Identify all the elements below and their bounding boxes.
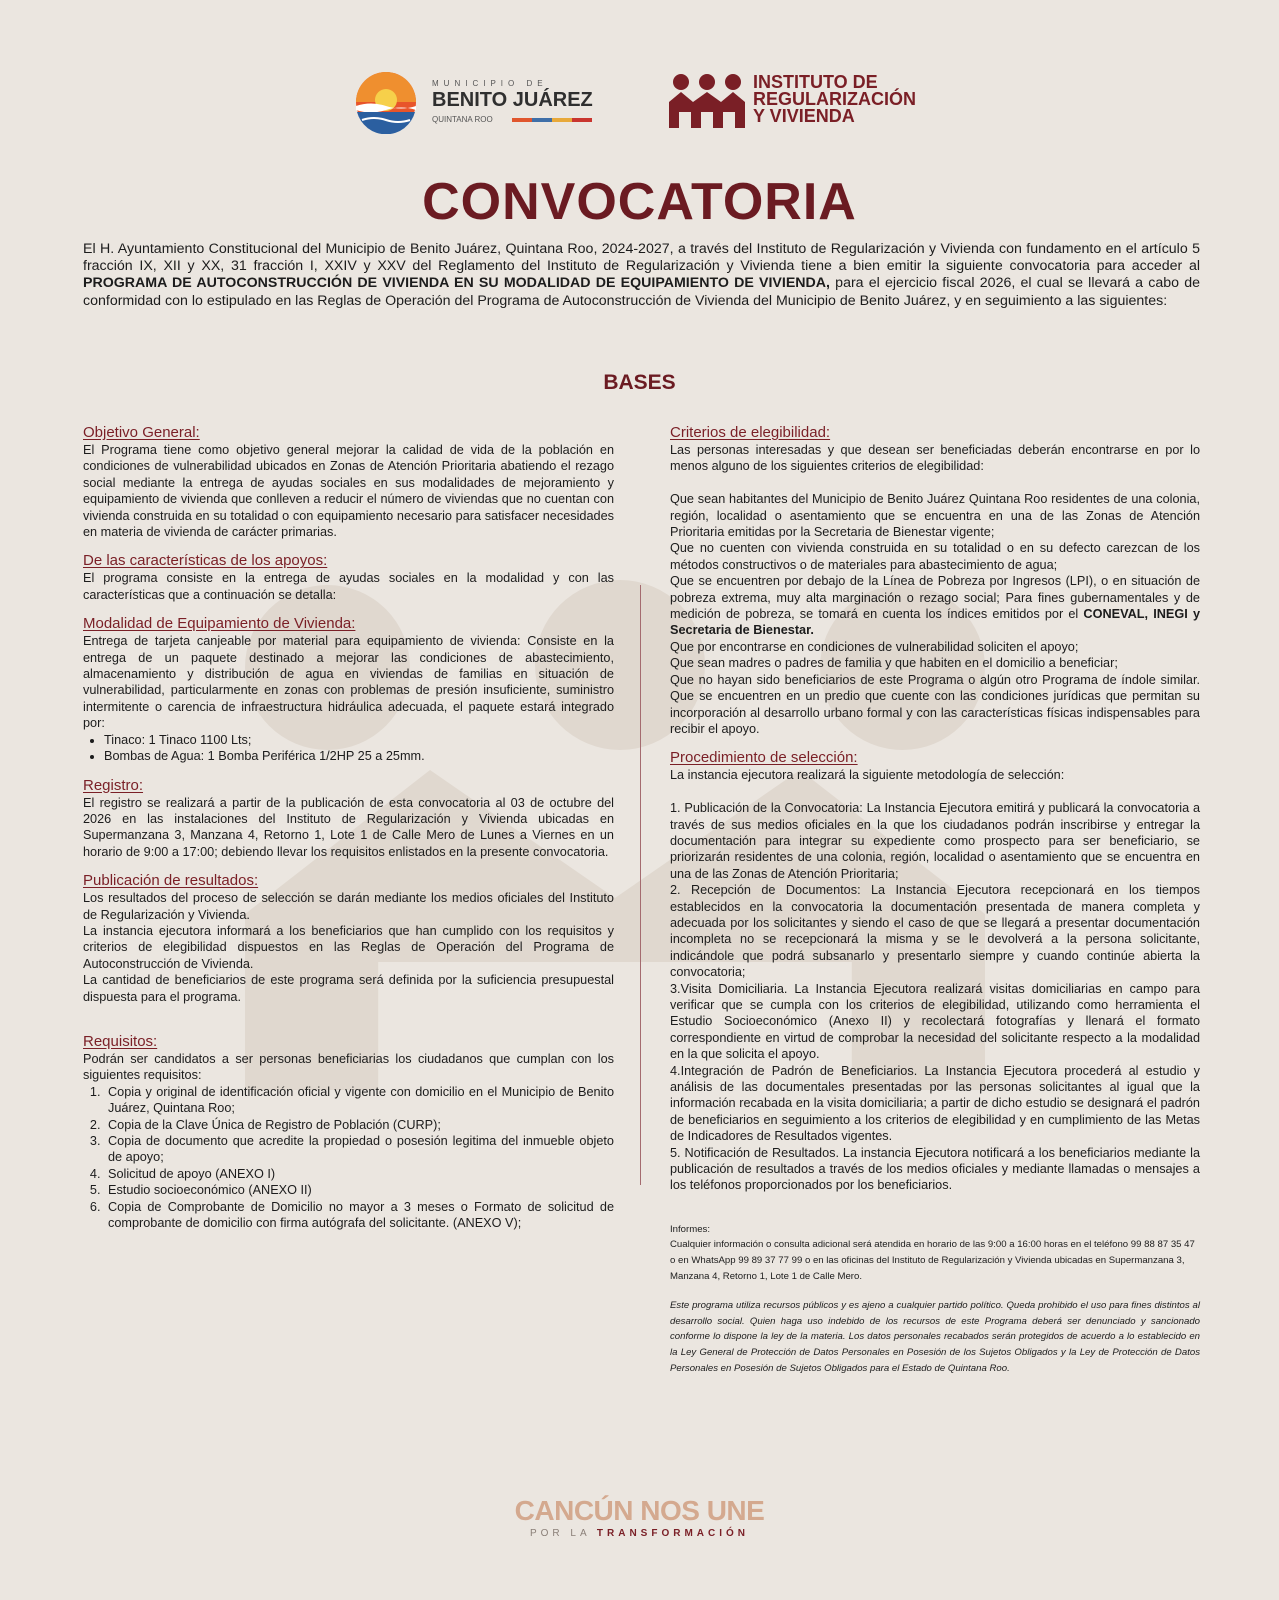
procedure-step: 5. Notificación de Resultados. La instancia Ejecutora notificará a los beneficiarios mediante la publicación de resultados a través de los medios oficiales y mediante llamadas o mensajes a los teléfonos proporcionados por los beneficiarios. bbox=[670, 1145, 1200, 1193]
section-text: El registro se realizará a partir de la publicación de esta convocatoria al 03 de octubre del 2026 en las instalaciones del Instituto de Regularización y Vivienda ubicadas en Supermanzana 3, Manzana 4, Retorno 1, Lote 1 de Calle Mero de Lunes a Viernes en un horario de 9:00 a 17:00; debiendo llevar los requisitos enlistados en la presente convocatoria. bbox=[83, 795, 614, 859]
informes-block bbox=[670, 1222, 1200, 1284]
section-text: El programa consiste en la entrega de ayudas sociales en la modalidad y con las características que a continuación se detalla: bbox=[83, 571, 614, 602]
procedure-step: 3.Visita Domiciliaria. La Instancia Ejecutora realizará visitas domiciliarias en campo para verificar que se cumpla con los criterios de elegibilidad, utilizando como herramienta el Estudio Socioeconómico (Anexo II) y recolectará fotografías y llenará el formato correspondiente en virtud de comprobar la necesidad del solicitante respecto a la modalidad en la que solicita el apoyo. bbox=[670, 981, 1200, 1062]
requisitos-section bbox=[83, 1033, 614, 1231]
color-stripe bbox=[512, 118, 592, 122]
criteria-text: Que se encuentren por debajo de la Línea de Pobreza por Ingresos (LPI), o en situación de pobreza extrema, muy alta marginación o rezago social; Para fines gubernamentales y de medición de pobreza, se tomará en cuenta los índices emitidos por el bbox=[670, 574, 1200, 622]
sun-sea-emblem-icon bbox=[354, 70, 418, 134]
section-text: Podrán ser candidatos a ser personas beneficiarias los ciudadanos que cumplan con los siguientes requisitos: bbox=[83, 1051, 614, 1083]
section-heading: Modalidad de Equipamiento de Vivienda: bbox=[83, 615, 356, 633]
blank-line bbox=[670, 784, 1200, 800]
objetivo-section bbox=[83, 424, 614, 540]
slogan-sub-text: POR LA bbox=[529, 1528, 597, 1539]
program-name: PROGRAMA DE AUTOCONSTRUCCIÓN DE VIVIENDA EN SU MODALIDAD DE EQUIPAMIENTO DE VIVIENDA, bbox=[83, 275, 830, 292]
left-column bbox=[83, 424, 614, 1243]
section-text: Las personas interesadas y que desean ser beneficiadas deberán encontrarse en por lo menos alguno de los siguientes criterios de elegibilidad: bbox=[670, 443, 1200, 474]
procedure-step: 4.Integración de Padrón de Beneficiarios. La Instancia Ejecutora procederá al estudio y análisis de las documentales presentadas por las personas solicitantes al igual que la información recabada en la visita domiciliaria; a partir de dicho estudio se designará el padrón de beneficiarios en seguimiento a los criterios de elegibilidad y en cumplimiento de las Metas de Indicadores de Resultados vigentes. bbox=[670, 1063, 1200, 1144]
section-text: El Programa tiene como objetivo general mejorar la calidad de vida de la población en condiciones de vulnerabilidad ubicados en Zonas de Atención Prioritaria abatiendo el rezago social mediante la entrega de ayudas sociales en sus modalidades de mejoramiento y equipamiento de vivienda que conlleven a reducir el número de viviendas que no cuentan con vivienda construida en su totalidad o con equipamiento necesario para satisfacer necesidades en materia de vivienda de carácter primarias. bbox=[83, 443, 614, 540]
informes-text: Cualquier información o consulta adicional será atendida en horario de las 9:00 a 16:00 horas en el teléfono 99 88 87 35 47 o en WhatsApp 99 89 37 77 99 o en las oficinas del Instituto de Regularización y Vivienda ubicadas en Supermanzana 3, Manzana 4, Retorno 1, Lote 1 de Calle Mero. bbox=[670, 1239, 1195, 1282]
section-text: Los resultados del proceso de selección se darán mediante los medios oficiales del Instituto de Regularización y Vivienda. bbox=[83, 891, 614, 922]
intro-text: para el ejercicio fiscal 2026, el cual se llevará a cabo de conformidad con lo estipulado en las Reglas de Operación del Programa de Autoconstrucción de Vivienda del Municipio de Benito Juárez, y en seguimiento a las siguientes: bbox=[83, 275, 1201, 309]
spacer bbox=[83, 1017, 614, 1033]
caracteristicas-section bbox=[83, 552, 614, 603]
bases-heading: BASES bbox=[603, 371, 676, 394]
publicacion-section bbox=[83, 872, 614, 1005]
slogan: CANCÚN NOS UNE bbox=[514, 1495, 765, 1526]
section-text: La instancia ejecutora realizará la siguiente metodología de selección: bbox=[670, 768, 1065, 783]
criteria-line: Que no cuenten con vivienda construida en su totalidad o en su defecto carezcan de los métodos constructivos o de materiales para abastecimiento de agua; bbox=[670, 541, 1200, 572]
list-item: 5. Estudio socioeconómico (ANEXO II) bbox=[104, 1182, 614, 1198]
quintana-roo-label: QUINTANA ROO bbox=[432, 115, 493, 124]
municipio-label: MUNICIPIO DE bbox=[432, 79, 548, 88]
list-item: • Bombas de Agua: 1 Bomba Periférica 1/2HP 25 a 25mm. bbox=[104, 748, 614, 764]
header bbox=[0, 68, 1279, 138]
slogan-sub-bold: TRANSFORMACIÓN bbox=[596, 1528, 749, 1539]
footer bbox=[0, 1496, 1279, 1539]
registro-section bbox=[83, 777, 614, 861]
criteria-line: Que no hayan sido beneficiarios de este Programa o algún otro Programa de índole similar. Que se encuentren en un predio que cuente con las condiciones jurídicas que permitan su incorporación al desarrollo urbano formal y con las características físicas indispensables para recibir el apoyo. bbox=[670, 672, 1200, 736]
section-text: La cantidad de beneficiarios de este programa será definida por la suficiencia presupuestal dispuesta para el programa. bbox=[83, 973, 614, 1004]
procedure-step: 1. Publicación de la Convocatoria: La Instancia Ejecutora emitirá y publicará la convocatoria a través de sus medios oficiales en la que los ciudadanos podrán inscribirse y entregar la documentación para integrar su expediente como prospecto para ser beneficiario, se priorizarán residentes de una colonia, región, localidad o asentamiento que se encuentra en una de las Zonas de Atención Prioritaria; bbox=[670, 801, 1200, 881]
section-text: Entrega de tarjeta canjeable por material para equipamiento de vivienda: Consiste en la entrega de un paquete destinado a mejorar las condiciones de abastecimiento, almacenamiento y distribución de agua en viviendas de familias en situación de vulnerabilidad, particularmente en zonas con problemas de presión insuficiente, suministro intermitente o carencia de infraestructura hidráulica adecuada, el paquete estará integrado por: bbox=[83, 634, 614, 731]
list-item: • Tinaco: 1 Tinaco 1100 Lts; bbox=[104, 732, 614, 748]
instituto-name bbox=[753, 74, 916, 125]
intro-paragraph bbox=[83, 241, 1200, 310]
section-heading: Registro: bbox=[83, 776, 144, 794]
right-column bbox=[670, 424, 1200, 1376]
list-item: 6. Copia de Comprobante de Domicilio no mayor a 3 meses o Formato de solicitud de comprobante de domicilio con firma autógrafa del solicitante. (ANEXO V); bbox=[104, 1199, 614, 1232]
informes-label: Informes: bbox=[670, 1223, 710, 1235]
column-divider bbox=[640, 585, 641, 1185]
list-item: 3. Copia de documento que acredite la propiedad o posesión legitima del inmueble objeto de apoyo; bbox=[104, 1133, 614, 1166]
criteria-line: Que por encontrarse en condiciones de vulnerabilidad soliciten el apoyo; bbox=[670, 639, 1079, 654]
instituto-logo bbox=[669, 70, 939, 134]
family-houses-icon bbox=[669, 74, 745, 128]
package-list bbox=[83, 732, 614, 765]
criterios-section bbox=[670, 424, 1200, 737]
section-heading: Criterios de elegibilidad: bbox=[670, 424, 831, 441]
legal-disclaimer: Este programa utiliza recursos públicos y es ajeno a cualquier partido político. Queda prohibido el uso para fines distintos al desarrollo social. Quien haga uso indebido de los recursos de este Programa deberá ser denunciado y sancionado conforme lo dispone la ley de la materia. Los datos personales recabados serán protegidos de acuerdo a lo establecido en la Ley General de Protección de Datos Personales en Posesión de los Sujetos Obligados y la Ley de Protección de Datos Personales en Posesión de Sujetos Obligados para el Estado de Quintana Roo. bbox=[670, 1300, 1200, 1374]
section-heading: De las características de los apoyos: bbox=[83, 552, 328, 570]
instituto-name-line: INSTITUTO DE bbox=[753, 72, 878, 92]
criteria-line: Que sean madres o padres de familia y que habiten en el domicilio a beneficiar; bbox=[670, 656, 1118, 671]
procedimiento-section bbox=[670, 749, 1200, 1194]
blank-line bbox=[670, 475, 1200, 491]
slogan-subtitle bbox=[0, 1528, 1279, 1539]
instituto-name-line: REGULARIZACIÓN bbox=[753, 89, 916, 109]
list-item: 2. Copia de la Clave Única de Registro de Población (CURP); bbox=[104, 1117, 614, 1133]
instituto-name-line: Y VIVIENDA bbox=[753, 106, 855, 126]
page-title: CONVOCATORIA bbox=[422, 173, 857, 231]
benito-juarez-name: BENITO JUÁREZ bbox=[432, 89, 593, 111]
modalidad-section bbox=[83, 615, 614, 764]
list-item: 1. Copia y original de identificación oficial y vigente con domicilio en el Municipio de Benito Juárez, Quintana Roo; bbox=[104, 1084, 614, 1117]
criteria-line bbox=[670, 573, 1200, 639]
section-heading: Objetivo General: bbox=[83, 424, 200, 441]
requirements-list bbox=[83, 1084, 614, 1232]
benito-juarez-logo bbox=[354, 68, 594, 132]
section-text: La instancia ejecutora informará a los beneficiarios que han cumplido con los requisitos y criterios de elegibilidad dispuestos en las Reglas de Operación del Programa de Autoconstrucción de Vivienda. bbox=[83, 923, 614, 971]
criteria-line: Que sean habitantes del Municipio de Benito Juárez Quintana Roo residentes de una colonia, región, localidad o asentamiento que se encuentra en una de las Zonas de Atención Prioritaria emitidas por la Secretaria de Bienestar vigente; bbox=[670, 492, 1200, 540]
list-item: 4. Solicitud de apoyo (ANEXO I) bbox=[104, 1166, 614, 1182]
intro-text: El H. Ayuntamiento Constitucional del Municipio de Benito Juárez, Quintana Roo, 2024-2027, a través del Instituto de Regularización y Vivienda con fundamento en el artículo 5 fracción IX, XII y XX, 31 fracción I, XXIV y XXV del Reglamento del Instituto de Regularización y Vivienda tiene a bien emitir la siguiente convocatoria para acceder al bbox=[83, 241, 1200, 275]
procedure-step: 2. Recepción de Documentos: La Instancia Ejecutora recepcionará en los tiempos establecidos en la convocatoria la documentación presentada de manera completa y adecuada por los solicitantes y siendo el caso de que se llegará a presentar documentación incompleta no se recepcionará la misma y se le devolverá a la persona solicitante, indicándole que podrá subsanarlo y presentarlo siempre y cuando continúe abierta la convocatoria; bbox=[670, 883, 1200, 980]
criteria-bold: CONEVAL, INEGI y Secretaria de Bienestar. bbox=[670, 607, 1201, 638]
section-heading: Procedimiento de selección: bbox=[670, 749, 858, 767]
section-heading: Requisitos: bbox=[83, 1032, 158, 1050]
section-heading: Publicación de resultados: bbox=[83, 872, 259, 890]
